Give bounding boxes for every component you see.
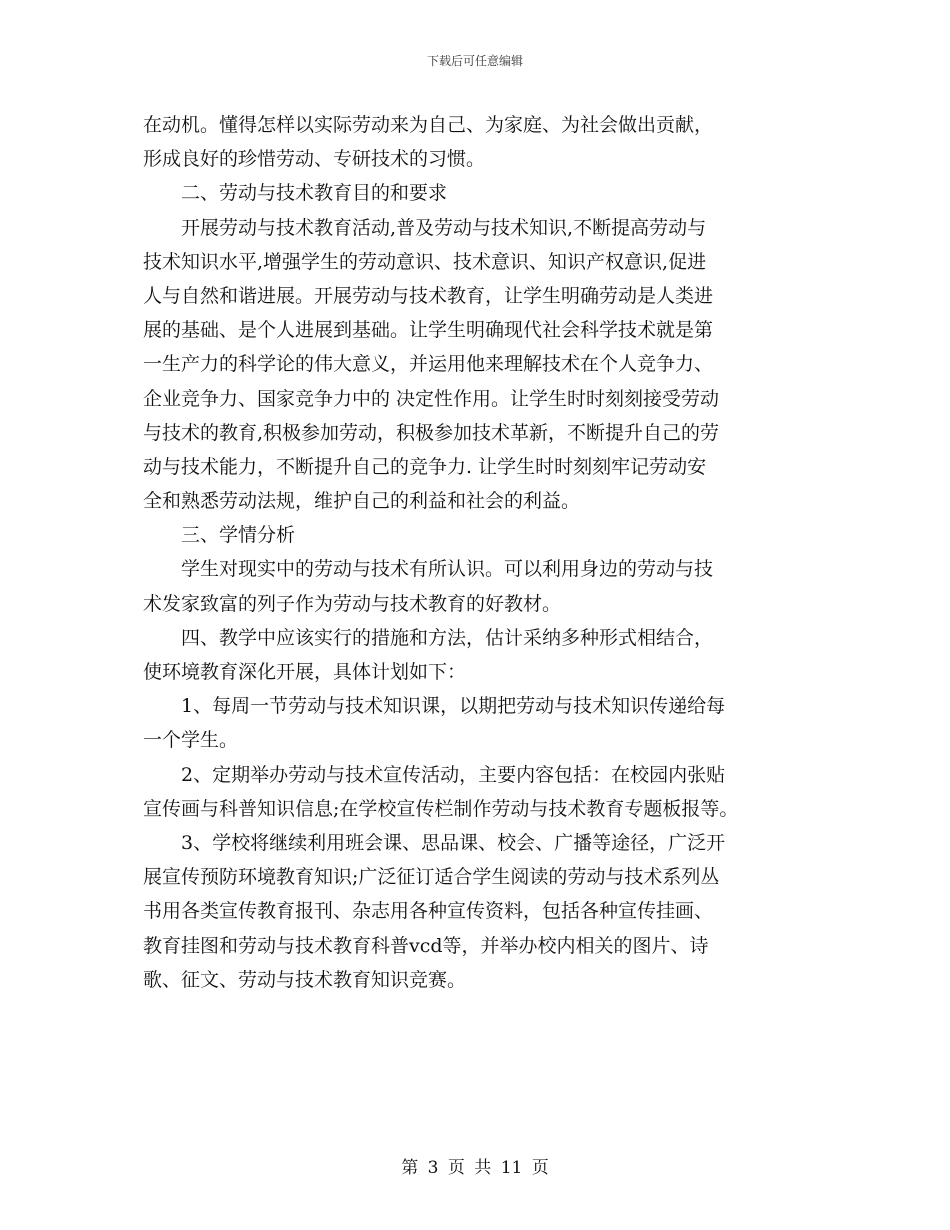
section-heading: 四、教学中应该实行的措施和方法，估计采纳多种形式相结合， (143, 626, 714, 649)
text-line: 动与技术能力，不断提升自己的竞争力. 让学生时时刻刻牢记劳动安 (143, 455, 707, 478)
text-line: 全和熟悉劳动法规，维护自己的利益和社会的利益。 (143, 490, 581, 513)
section-heading: 三、学情分析 (143, 524, 296, 547)
text-line: 形成良好的珍惜劳动、专研技术的习惯。 (143, 148, 486, 171)
text-line: 展宣传预防环境教育知识;广泛征订适合学生阅读的劳动与技术系列丛 (143, 866, 720, 889)
text-line: 在动机。懂得怎样以实际劳动来为自己、为家庭、为社会做出贡献， (143, 114, 714, 136)
page-footer: 第 3 页 共 11 页 (401, 1158, 549, 1178)
text-line: 歌、征文、劳动与技术教育知识竞赛。 (143, 968, 467, 991)
text-line: 与技术的教育,积极参加劳动，积极参加技术革新，不断提升自己的劳 (143, 421, 720, 444)
text-line: 使环境教育深化开展，具体计划如下： (143, 661, 467, 683)
text-line: 教育挂图和劳动与技术教育科普vcd等，并举办校内相关的图片、诗 (143, 934, 709, 957)
text-line: 一个学生。 (143, 729, 239, 752)
page-header: 下载后可任意编辑 (426, 54, 523, 68)
text-line: 技术知识水平,增强学生的劳动意识、技术意识、知识产权意识,促进 (143, 250, 707, 273)
text-line: 开展劳动与技术教育活动,普及劳动与技术知识,不断提高劳动与 (143, 216, 707, 239)
list-item: 1、每周一节劳动与技术知识课，以期把劳动与技术知识传递给每 (143, 695, 726, 718)
text-line: 一生产力的科学论的伟大意义，并运用他来理解技术在个人竞争力、 (143, 353, 714, 376)
text-line: 术发家致富的列子作为劳动与技术教育的好教材。 (143, 592, 562, 615)
list-item: 3、学校将继续利用班会课、思品课、校会、广播等途径，广泛开 (143, 831, 726, 854)
text-line: 展的基础、是个人进展到基础。让学生明确现代社会科学技术就是第 (143, 319, 714, 342)
text-line: 书用各类宣传教育报刊、杂志用各种宣传资料，包括各种宣传挂画、 (143, 900, 714, 923)
list-item: 2、定期举办劳动与技术宣传活动，主要内容包括：在校园内张贴 (143, 763, 726, 786)
document-body (143, 108, 823, 997)
text-line: 企业竞争力、国家竞争力中的 决定性作用。让学生时时刻刻接受劳动 (143, 387, 720, 410)
section-heading: 二、劳动与技术教育目的和要求 (143, 182, 448, 205)
text-line: 宣传画与科普知识信息;在学校宣传栏制作劳动与技术教育专题板报等。 (143, 797, 739, 820)
text-line: 人与自然和谐进展。开展劳动与技术教育，让学生明确劳动是人类进 (143, 284, 714, 307)
text-line: 学生对现实中的劳动与技术有所认识。可以利用身边的劳动与技 (143, 558, 714, 581)
